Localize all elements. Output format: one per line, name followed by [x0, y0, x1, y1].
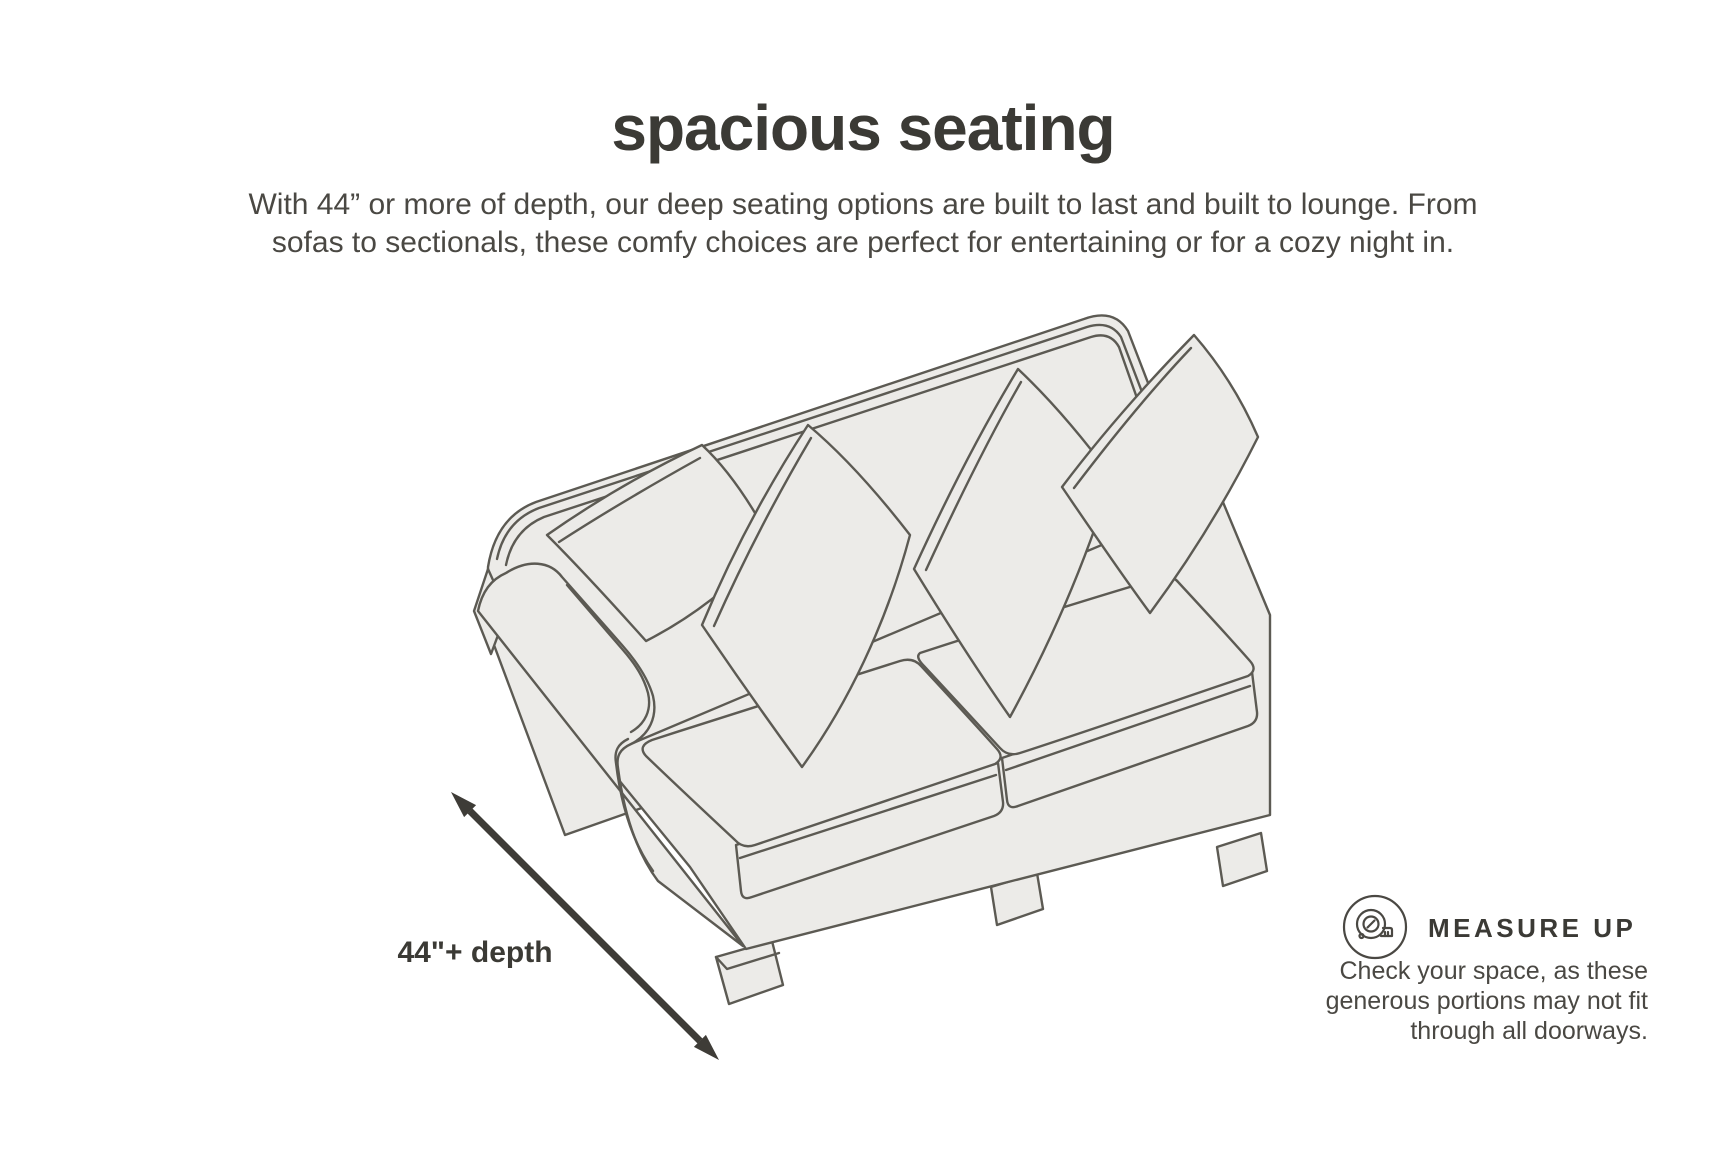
tape-measure-icon [1340, 892, 1410, 962]
description-line-2: sofas to sectionals, these comfy choices are perfect for entertaining or for a cozy night in. [271, 226, 1455, 259]
measure-up-caption [1200, 956, 1648, 1046]
caption-line-1: Check your space, as these [1339, 957, 1648, 985]
page-title: spacious seating [611, 92, 1115, 164]
measure-up-heading: MEASURE UP [1428, 913, 1637, 943]
caption-line-2: generous portions may not fit [1325, 987, 1648, 1015]
page-description [0, 186, 1726, 262]
caption-line-3: through all doorways. [1410, 1017, 1648, 1045]
depth-arrow [430, 775, 740, 1085]
description-line-1: With 44” or more of depth, our deep seating options are built to last and built to lounge. From [248, 188, 1478, 221]
depth-dimension-label: 44"+ depth [397, 936, 553, 969]
